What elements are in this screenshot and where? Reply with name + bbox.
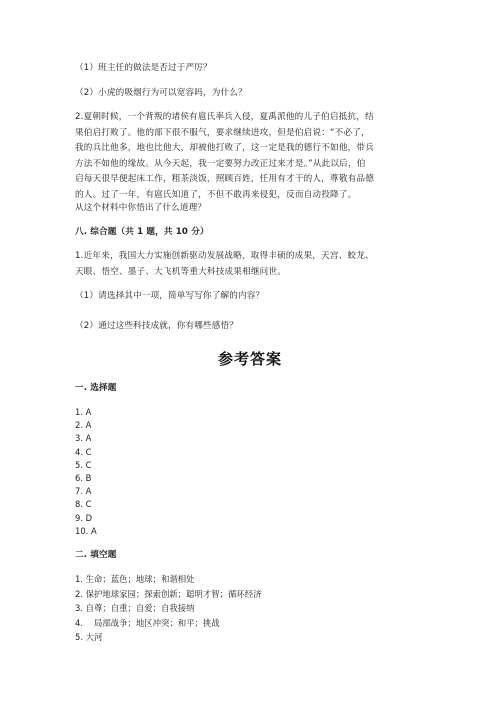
- story-line: 方法不如他的缘故。从今天起，我一定要努力改正过来才是。”从此以后，伯: [75, 158, 366, 169]
- tech-line: 1.近年来，我国大力实施创新驱动发展战略，取得丰硕的成果，天宫、蛟龙、: [75, 251, 374, 261]
- fill-answer: 5. 大河: [75, 632, 103, 642]
- tech-paragraph: [75, 249, 427, 280]
- story-line: 我的兵比他多，地也比他大，却被他打败了，这一定是我的德行不如他，带兵: [75, 143, 374, 153]
- choice-answer-list: [75, 406, 97, 538]
- story-line: 果伯启打败了。他的部下很不服气，要求继续进攻，但是伯启说：“不必了，: [75, 127, 370, 138]
- tech-line: 天眼、悟空、墨子、大飞机等重大科技成果相继问世。: [75, 266, 287, 277]
- fill-answer-list: [75, 572, 262, 645]
- choice-answer: 3. A: [75, 433, 92, 444]
- choice-answer: 7. A: [75, 486, 92, 497]
- choice-answer: 2. A: [75, 420, 92, 431]
- story-line: 启每天很早便起床工作，粗茶淡饭，照顾百姓，任用有才干的人，尊敬有品德: [75, 174, 374, 184]
- story-paragraph: [75, 110, 427, 203]
- choice-answer: 6. B: [75, 473, 92, 484]
- choice-heading: 一. 选择题: [75, 383, 117, 393]
- choice-answer: 4. C: [75, 446, 92, 457]
- question-sub-1: （1）班主任的做法是否过于严厉？: [75, 63, 212, 73]
- answer-title: 参考答案: [217, 350, 282, 368]
- choice-answer: 10. A: [75, 525, 97, 536]
- fill-answer: 4. 局部战争；地区冲突；和平；挑战: [75, 617, 220, 628]
- choice-answer: 8. C: [75, 499, 92, 510]
- fill-answer: 2. 保护地球家园；探索创新；聪明才智；循环经济: [75, 588, 262, 599]
- tech-sub-1: （1）请选择其中一项，简单写写你了解的内容？: [75, 291, 265, 301]
- story-line: 2.夏朝时候，一个背叛的诸侯有扈氏率兵入侵，夏禹派他的儿子伯启抵抗，结: [75, 112, 374, 122]
- section-8-heading: 八. 综合题（共 1 题，共 10 分）: [75, 227, 209, 237]
- story-question: 从这个材料中你悟出了什么道理？: [75, 203, 207, 213]
- fill-heading: 二. 填空题: [75, 550, 117, 560]
- choice-answer: 1. A: [75, 407, 92, 417]
- choice-answer: 5. C: [75, 459, 92, 470]
- fill-answer: 3. 自尊；自重；自爱；自我接纳: [75, 603, 195, 613]
- question-sub-2: （2）小虎的吸烟行为可以宽容吗，为什么？: [75, 88, 247, 98]
- fill-answer: 1. 生命；蓝色；地球；和谐相处: [75, 574, 195, 584]
- story-line: 的人。过了一年，有扈氏知道了，不但不敢再来侵犯，反而自动投降了。: [75, 189, 357, 200]
- choice-answer: 9. D: [75, 512, 93, 523]
- tech-sub-2: （2）通过这些科技成就，你有哪些感悟？: [75, 321, 239, 331]
